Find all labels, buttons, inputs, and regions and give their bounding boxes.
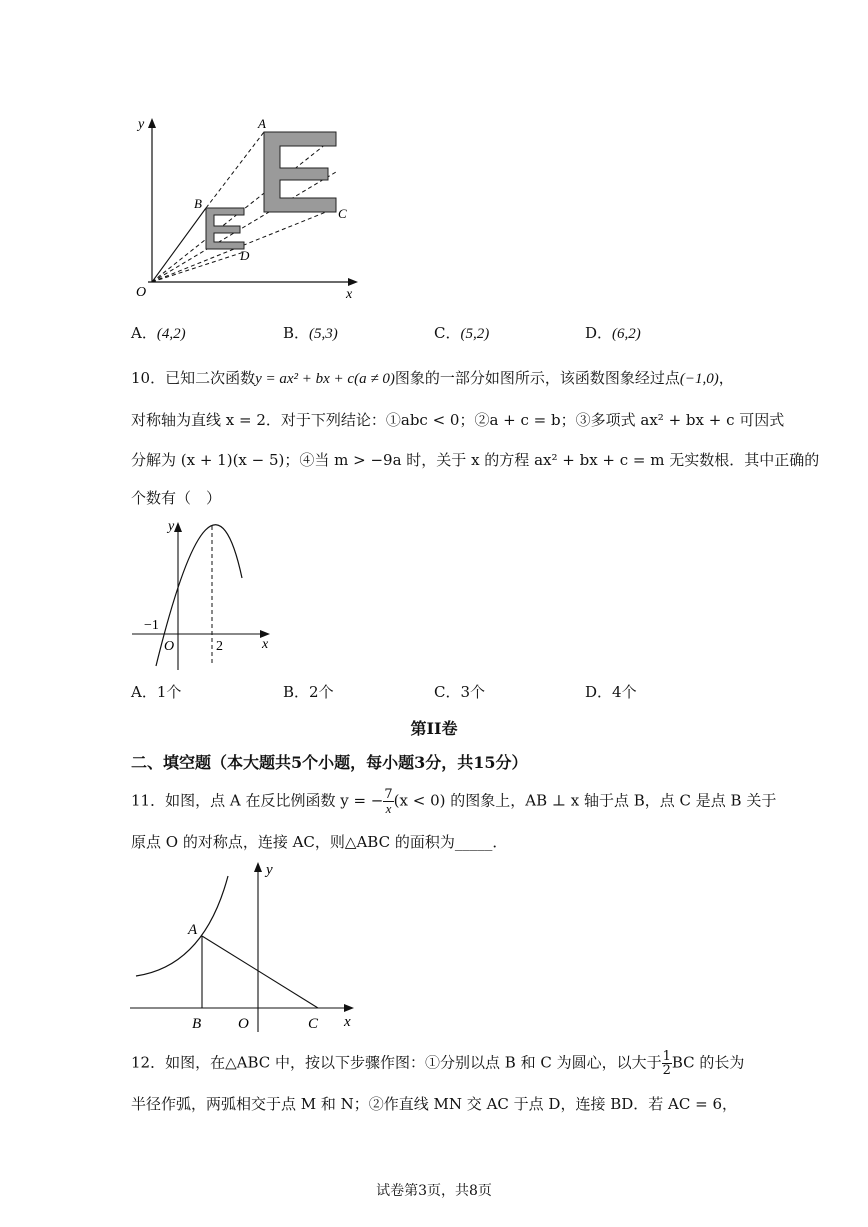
q9-option-c: C．(5,2) — [434, 324, 490, 342]
q11-fraction: $\frac{7}{x}$ — [384, 787, 393, 816]
q11-y-label: y — [266, 862, 273, 878]
q10-y-arrow — [174, 522, 182, 532]
q9-small-e — [206, 208, 244, 249]
q11-label-o: O — [238, 1016, 249, 1032]
page-footer: 试卷第3页，共8页 — [376, 1183, 492, 1199]
q9-option-b: B．(5,3) — [283, 324, 338, 342]
q12-line-2: 半径作弧，两弧相交于点 M 和 N；②作直线 MN 交 AC 于点 D，连接 BD．若 AC = 6， — [131, 1095, 737, 1113]
q10-line-1: 10．已知二次函数y = ax² + bx + c(a ≠ 0)图象的一部分如图所示，该函数图象经过点(−1,0)， — [131, 369, 734, 387]
q11-x-label: x — [344, 1014, 351, 1030]
q10-option-a: A．1个 — [131, 683, 182, 701]
q10-origin-label: O — [164, 639, 175, 654]
q11-label-b: B — [192, 1016, 202, 1032]
q9-y-arrow — [148, 118, 156, 128]
q10-two-label: 2 — [216, 639, 223, 654]
q9-x-label: x — [346, 287, 353, 302]
q11-figure — [124, 856, 364, 1034]
q9-origin-label: O — [136, 285, 147, 300]
q9-label-c: C — [338, 206, 347, 221]
q10-neg-one-label: −1 — [144, 618, 159, 633]
q10-line-2: 对称轴为直线 x = 2．对于下列结论：①abc < 0；②a + c = b；③多项式 ax² + bx + c 可因式 — [131, 411, 785, 429]
part2-title: 第II卷 — [410, 719, 458, 738]
q11-y-arrow — [254, 862, 262, 872]
q9-label-d: D — [240, 248, 250, 263]
q11-label-a: A — [188, 922, 198, 938]
q11-line-2: 原点 O 的对称点，连接 AC，则△ABC 的面积为_____． — [131, 833, 508, 851]
q10-option-b: B．2个 — [283, 683, 334, 701]
q9-option-d: D．(6,2) — [585, 324, 641, 342]
q10-figure — [128, 514, 288, 674]
q9-x-arrow — [348, 278, 358, 286]
q9-ray-oa — [206, 132, 264, 208]
q9-ray-od — [152, 252, 244, 282]
q9-option-a: A．(4,2) — [131, 324, 186, 342]
q10-line-4: 个数有（ ） — [131, 489, 222, 507]
section2-title: 二、填空题（本大题共5个小题，每小题3分，共15分） — [131, 753, 528, 772]
q12-fraction: $\frac{1}{2}$ — [662, 1049, 671, 1078]
q11-label-c: C — [308, 1016, 319, 1032]
q9-y-label: y — [138, 117, 145, 132]
q12-line-1: 12．如图，在△ABC 中，按以下步骤作图：①分别以点 B 和 C 为圆心，以大于 $\frac{1}{2}$ BC 的长为 — [131, 1049, 745, 1078]
q11-x-arrow — [344, 1004, 354, 1012]
q10-line-3: 分解为 (x + 1)(x − 5)；④当 m > −9a 时，关于 x 的方程 ax² + bx + c = m 无实数根．其中正确的 — [131, 451, 820, 469]
q9-big-e — [264, 132, 336, 212]
q9-label-a: A — [258, 116, 266, 131]
q11-segment-ac — [202, 936, 318, 1008]
q11-line-1: 11．如图，点 A 在反比例函数 y = − $\frac{7}{x}$ (x < 0) 的图象上，AB ⊥ x 轴于点 B，点 C 是点 B 关于 — [131, 787, 777, 816]
q9-label-b: B — [194, 196, 202, 211]
q11-hyperbola — [136, 876, 228, 976]
q10-option-d: D．4个 — [585, 683, 637, 701]
q9-figure — [128, 112, 368, 304]
q9-ray-o-mid — [152, 172, 336, 282]
q10-x-label: x — [262, 637, 269, 652]
q10-y-label: y — [168, 519, 175, 534]
q10-option-c: C．3个 — [434, 683, 486, 701]
